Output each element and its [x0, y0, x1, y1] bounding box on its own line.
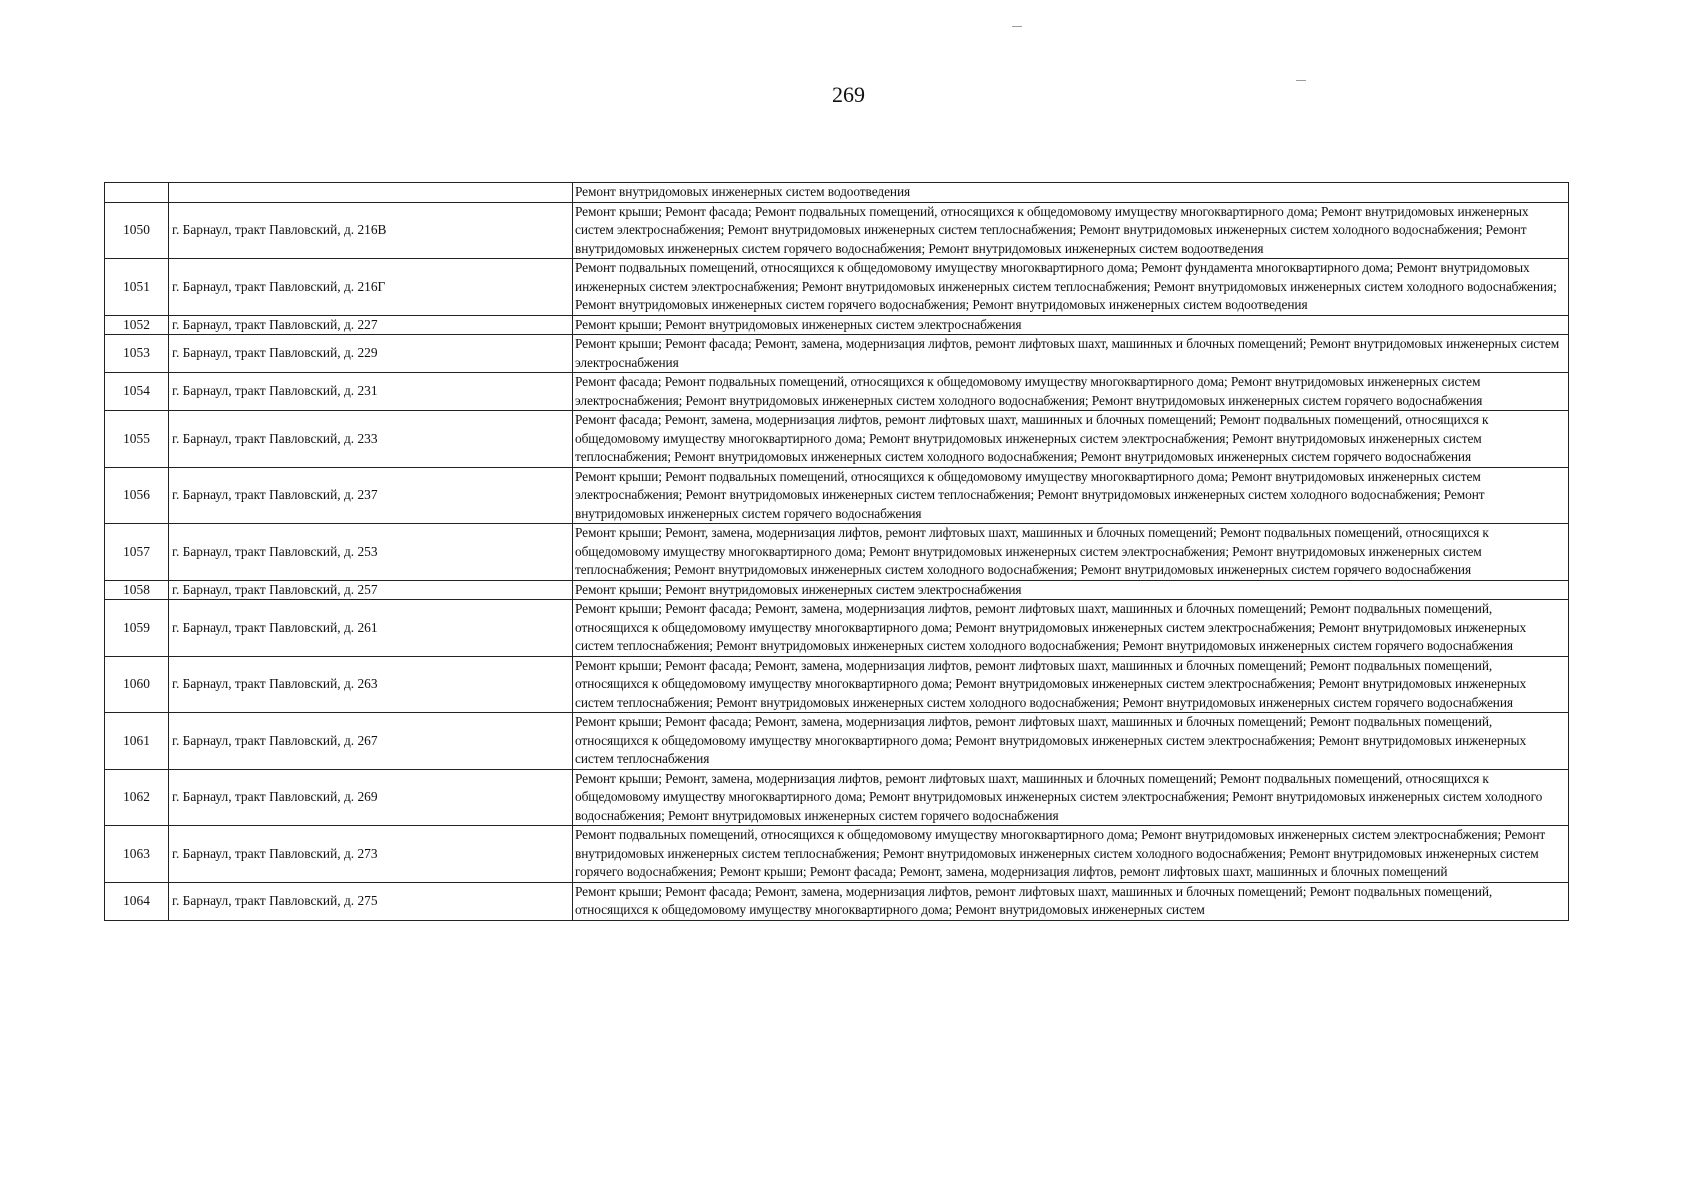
row-address: г. Барнаул, тракт Павловский, д. 267 — [169, 713, 573, 770]
row-works: Ремонт крыши; Ремонт фасада; Ремонт, замена, модернизация лифтов, ремонт лифтовых шахт, машинных и блочных помещений; Ремонт подвальных помещений, относящихся к общедомовому имуществу многоквартирного дома; Ремонт внутридомовых инженерных систем электроснабжения; Ремонт внутридомовых инженерных систем теплоснабжения; Ремонт внутридомовых инженерных систем холодного водоснабжения; Ремонт внутридомовых инженерных систем горячего водоснабжения — [573, 600, 1569, 657]
row-address: г. Барнаул, тракт Павловский, д. 237 — [169, 467, 573, 524]
row-number: 1058 — [105, 580, 169, 600]
row-works: Ремонт крыши; Ремонт, замена, модернизация лифтов, ремонт лифтовых шахт, машинных и блочных помещений; Ремонт подвальных помещений, относящихся к общедомовому имуществу многоквартирного дома; Ремонт внутридомовых инженерных систем электроснабжения; Ремонт внутридомовых инженерных систем теплоснабжения; Ремонт внутридомовых инженерных систем холодного водоснабжения; Ремонт внутридомовых инженерных систем горячего водоснабжения — [573, 524, 1569, 581]
table-row — [105, 335, 1569, 373]
row-address: г. Барнаул, тракт Павловский, д. 227 — [169, 315, 573, 335]
row-address: г. Барнаул, тракт Павловский, д. 253 — [169, 524, 573, 581]
row-address: г. Барнаул, тракт Павловский, д. 233 — [169, 411, 573, 468]
row-works: Ремонт фасада; Ремонт подвальных помещений, относящихся к общедомовому имуществу многоквартирного дома; Ремонт внутридомовых инженерных систем электроснабжения; Ремонт внутридомовых инженерных систем холодного водоснабжения; Ремонт внутридомовых инженерных систем горячего водоснабжения — [573, 373, 1569, 411]
row-number: 1051 — [105, 259, 169, 316]
table-row — [105, 600, 1569, 657]
table-row — [105, 373, 1569, 411]
row-number — [105, 183, 169, 203]
row-works: Ремонт крыши; Ремонт внутридомовых инженерных систем электроснабжения — [573, 580, 1569, 600]
table-row — [105, 315, 1569, 335]
repair-works-table — [104, 182, 1569, 921]
row-number: 1053 — [105, 335, 169, 373]
table-row — [105, 580, 1569, 600]
table-row — [105, 826, 1569, 883]
row-works: Ремонт подвальных помещений, относящихся к общедомовому имуществу многоквартирного дома; Ремонт фундамента многоквартирного дома; Ремонт внутридомовых инженерных систем электроснабжения; Ремонт внутридомовых инженерных систем теплоснабжения; Ремонт внутридомовых инженерных систем холодного водоснабжения; Ремонт внутридомовых инженерных систем горячего водоснабжения; Ремонт внутридомовых инженерных систем водоотведения — [573, 259, 1569, 316]
row-number: 1056 — [105, 467, 169, 524]
table-row — [105, 202, 1569, 259]
row-address: г. Барнаул, тракт Павловский, д. 231 — [169, 373, 573, 411]
row-number: 1060 — [105, 656, 169, 713]
row-address: г. Барнаул, тракт Павловский, д. 261 — [169, 600, 573, 657]
row-number: 1055 — [105, 411, 169, 468]
page-number: 269 — [832, 82, 865, 107]
row-address: г. Барнаул, тракт Павловский, д. 216В — [169, 202, 573, 259]
row-works: Ремонт крыши; Ремонт фасада; Ремонт, замена, модернизация лифтов, ремонт лифтовых шахт, машинных и блочных помещений; Ремонт подвальных помещений, относящихся к общедомовому имуществу многоквартирного дома; Ремонт внутридомовых инженерных систем электроснабжения; Ремонт внутридомовых инженерных систем теплоснабжения; Ремонт внутридомовых инженерных систем холодного водоснабжения; Ремонт внутридомовых инженерных систем горячего водоснабжения — [573, 656, 1569, 713]
row-number: 1062 — [105, 769, 169, 826]
table-row — [105, 411, 1569, 468]
row-address: г. Барнаул, тракт Павловский, д. 257 — [169, 580, 573, 600]
row-address: г. Барнаул, тракт Павловский, д. 229 — [169, 335, 573, 373]
table-row — [105, 656, 1569, 713]
row-works: Ремонт крыши; Ремонт, замена, модернизация лифтов, ремонт лифтовых шахт, машинных и блочных помещений; Ремонт подвальных помещений, относящихся к общедомовому имуществу многоквартирного дома; Ремонт внутридомовых инженерных систем электроснабжения; Ремонт внутридомовых инженерных систем холодного водоснабжения; Ремонт внутридомовых инженерных систем горячего водоснабжения — [573, 769, 1569, 826]
table-row — [105, 713, 1569, 770]
row-works: Ремонт крыши; Ремонт фасада; Ремонт, замена, модернизация лифтов, ремонт лифтовых шахт, машинных и блочных помещений; Ремонт подвальных помещений, относящихся к общедомовому имуществу многоквартирного дома; Ремонт внутридомовых инженерных систем электроснабжения; Ремонт внутридомовых инженерных систем теплоснабжения — [573, 713, 1569, 770]
row-number: 1064 — [105, 882, 169, 920]
row-works: Ремонт внутридомовых инженерных систем водоотведения — [573, 183, 1569, 203]
row-address: г. Барнаул, тракт Павловский, д. 275 — [169, 882, 573, 920]
table-row — [105, 524, 1569, 581]
row-number: 1057 — [105, 524, 169, 581]
row-works: Ремонт подвальных помещений, относящихся к общедомовому имуществу многоквартирного дома; Ремонт внутридомовых инженерных систем электроснабжения; Ремонт внутридомовых инженерных систем теплоснабжения; Ремонт внутридомовых инженерных систем холодного водоснабжения; Ремонт внутридомовых инженерных систем горячего водоснабжения; Ремонт крыши; Ремонт фасада; Ремонт, замена, модернизация лифтов, ремонт лифтовых шахт, машинных и блочных помещений — [573, 826, 1569, 883]
row-works: Ремонт крыши; Ремонт фасада; Ремонт, замена, модернизация лифтов, ремонт лифтовых шахт, машинных и блочных помещений; Ремонт подвальных помещений, относящихся к общедомовому имуществу многоквартирного дома; Ремонт внутридомовых инженерных систем — [573, 882, 1569, 920]
row-number: 1052 — [105, 315, 169, 335]
table-row — [105, 882, 1569, 920]
row-works: Ремонт фасада; Ремонт, замена, модернизация лифтов, ремонт лифтовых шахт, машинных и блочных помещений; Ремонт подвальных помещений, относящихся к общедомовому имуществу многоквартирного дома; Ремонт внутридомовых инженерных систем электроснабжения; Ремонт внутридомовых инженерных систем теплоснабжения; Ремонт внутридомовых инженерных систем холодного водоснабжения; Ремонт внутридомовых инженерных систем горячего водоснабжения — [573, 411, 1569, 468]
table-row — [105, 769, 1569, 826]
row-number: 1059 — [105, 600, 169, 657]
row-works: Ремонт крыши; Ремонт фасада; Ремонт, замена, модернизация лифтов, ремонт лифтовых шахт, машинных и блочных помещений; Ремонт внутридомовых инженерных систем электроснабжения — [573, 335, 1569, 373]
scan-speck — [1012, 26, 1022, 27]
row-address: г. Барнаул, тракт Павловский, д. 263 — [169, 656, 573, 713]
row-works: Ремонт крыши; Ремонт фасада; Ремонт подвальных помещений, относящихся к общедомовому имуществу многоквартирного дома; Ремонт внутридомовых инженерных систем электроснабжения; Ремонт внутридомовых инженерных систем теплоснабжения; Ремонт внутридомовых инженерных систем холодного водоснабжения; Ремонт внутридомовых инженерных систем горячего водоснабжения; Ремонт внутридомовых инженерных систем водоотведения — [573, 202, 1569, 259]
table-row — [105, 467, 1569, 524]
row-number: 1061 — [105, 713, 169, 770]
table-row — [105, 183, 1569, 203]
row-address: г. Барнаул, тракт Павловский, д. 273 — [169, 826, 573, 883]
row-address: г. Барнаул, тракт Павловский, д. 216Г — [169, 259, 573, 316]
scan-speck — [1296, 80, 1306, 81]
table-row — [105, 259, 1569, 316]
row-number: 1050 — [105, 202, 169, 259]
row-works: Ремонт крыши; Ремонт внутридомовых инженерных систем электроснабжения — [573, 315, 1569, 335]
row-address: г. Барнаул, тракт Павловский, д. 269 — [169, 769, 573, 826]
row-address — [169, 183, 573, 203]
row-number: 1054 — [105, 373, 169, 411]
row-number: 1063 — [105, 826, 169, 883]
row-works: Ремонт крыши; Ремонт подвальных помещений, относящихся к общедомовому имуществу многоквартирного дома; Ремонт внутридомовых инженерных систем электроснабжения; Ремонт внутридомовых инженерных систем теплоснабжения; Ремонт внутридомовых инженерных систем холодного водоснабжения; Ремонт внутридомовых инженерных систем горячего водоснабжения — [573, 467, 1569, 524]
